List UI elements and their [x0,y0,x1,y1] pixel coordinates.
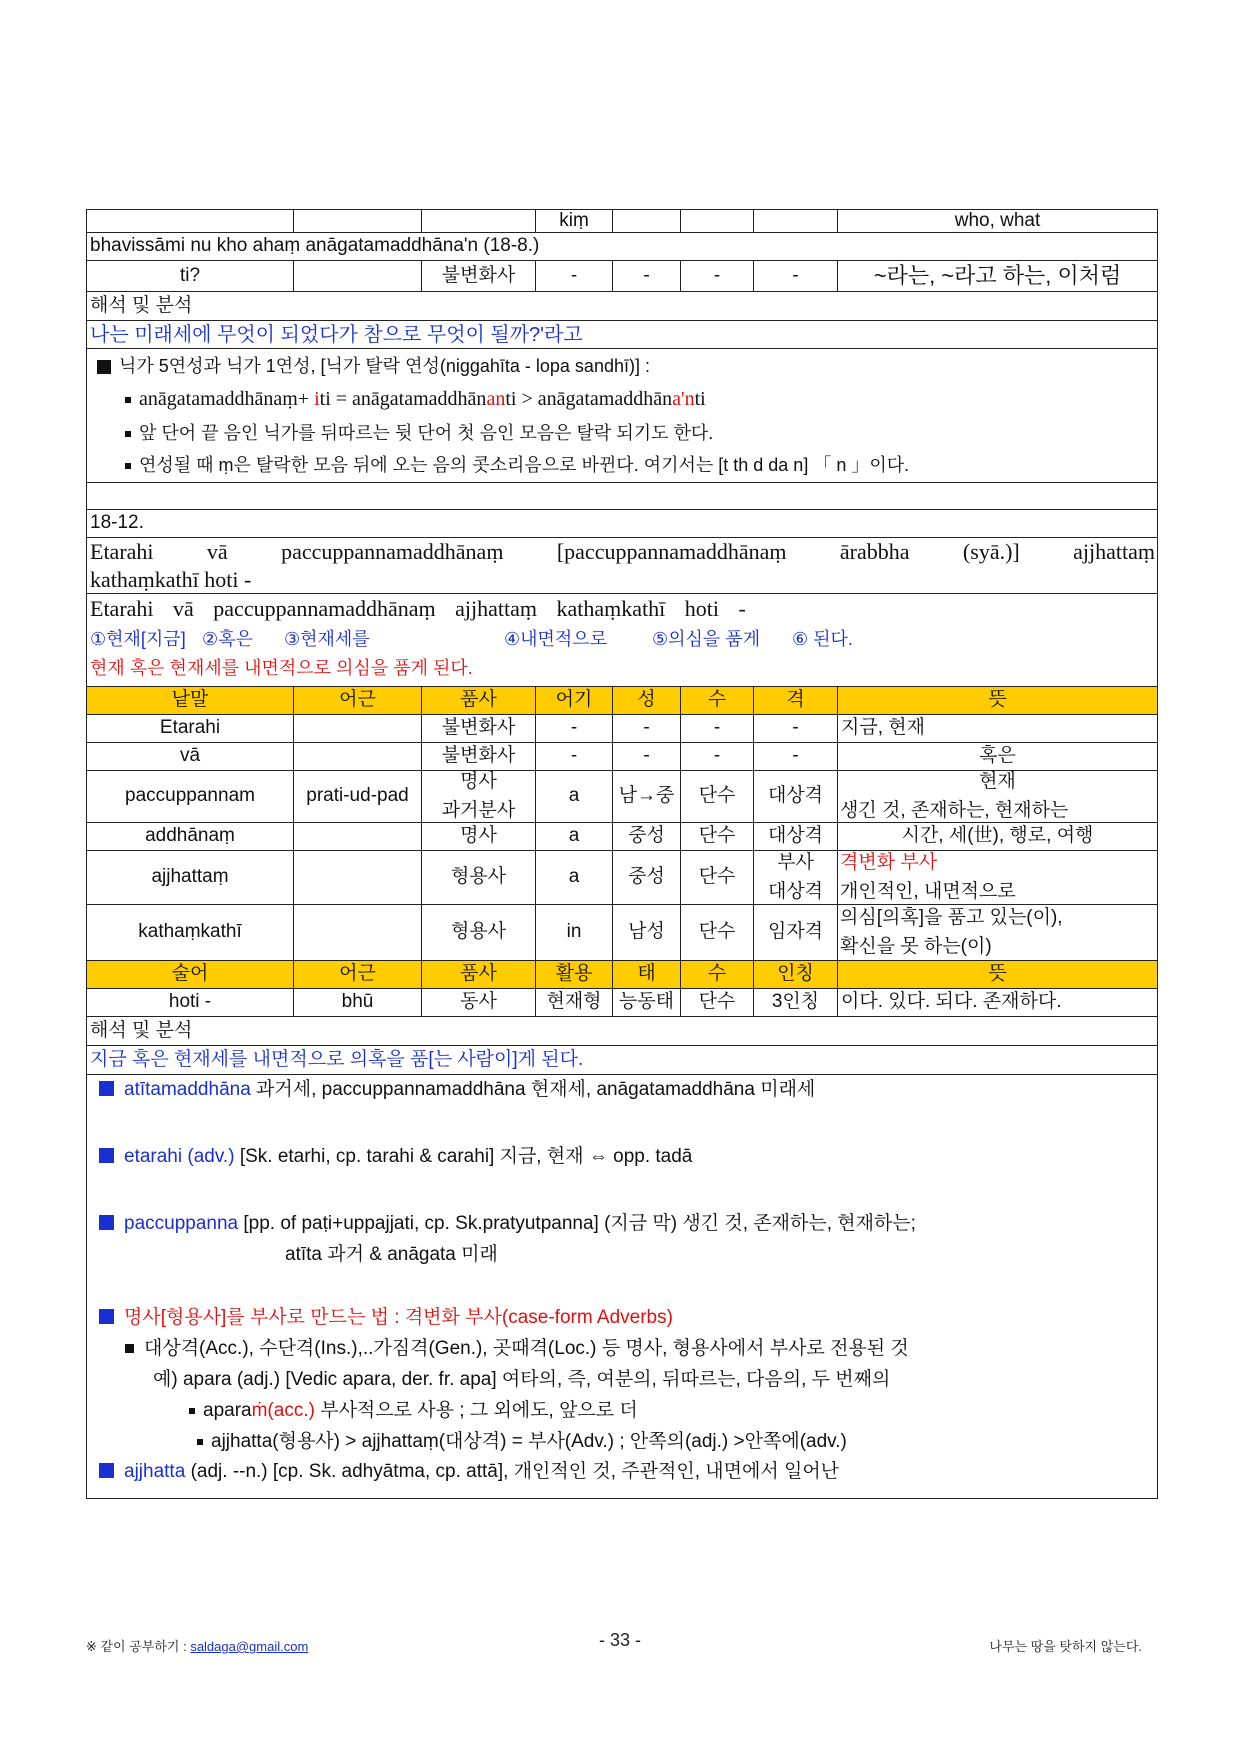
verb-table-header: 술어 어근 품사 활용 태 수 인칭 뜻 [86,961,1158,989]
email-link[interactable]: saldaga@gmail.com [190,1639,309,1654]
table-row [86,1075,1158,1499]
table-row: vā 불변화사 - - - - 혹은 [86,743,1158,771]
table-row: paccuppannam prati-ud-pad 명사 과거분사 a 남→중 단수 대상격 현재 생긴 것, 존재하는, 현재하는 [86,771,1158,823]
bullet-icon [125,397,131,403]
table-row [86,1046,1158,1075]
table-row: Etarahi 불변화사 - - - - 지금, 현재 [86,715,1158,743]
table-row [86,233,1158,261]
table-row [86,209,1158,233]
table-row: ti? 불변화사 - - - - ~라는, ~라고 하는, 이처럼 [86,261,1158,292]
table-row [86,538,1158,594]
square-bullet-icon [99,1463,114,1478]
square-bullet-icon [99,1215,114,1230]
table-row [86,594,1158,687]
section-label: 해석 및 분석 [90,1019,193,1041]
section-label: 해석 및 분석 [90,294,193,316]
table-row: hoti - bhū 동사 현재형 능동태 단수 3인칭 이다. 있다. 되다. 존재하다. [86,989,1158,1017]
square-bullet-icon [99,1309,114,1324]
table-row [86,349,1158,483]
footer-contact: ※ 같이 공부하기 : saldaga@gmail.com [86,1639,309,1654]
meaning-cell: who, what [954,209,1041,231]
table-row [86,321,1158,349]
table-row [86,292,1158,321]
square-bullet-icon [99,1148,114,1163]
translation: 지금 혹은 현재세를 내면적으로 의혹을 품[는 사람이]게 된다. [90,1048,584,1070]
bullet-icon [197,1439,203,1445]
study-table [86,209,1158,1499]
bullet-icon [125,463,131,469]
verse-gloss: Etarahi vā paccuppannamaddhānaṃ ajjhattaṃ kathaṃkathī hoti - ①현재[지금] ②혹은 ③현재세를 ④내면적으로 ⑤의심을 품게 ⑥ 된다. 현재 혹은 현재세를 내면적으로 의심을 품게 된다. [87,594,1157,686]
bullet-icon [125,431,131,437]
translation: 나는 미래세에 무엇이 되었다가 참으로 무엇이 될까?'라고 [90,323,583,346]
square-bullet-icon [99,1081,114,1096]
vocab-notes: atītamaddhāna 과거세, paccuppannamaddhāna 현재세, anāgatamaddhāna 미래세 etarahi (adv.) [Sk. etarhi, cp. tarahi & carahi] 지금, 현재 ⇔ opp. tadā paccuppanna [pp. of paṭi+uppajjati, cp. Sk.pratyutpanna] (지금 막) 생긴 것, 존재하는, 현재하는; atīta 과거 & anāgata 미래 명사[형용사]를 부사로 만드는 법 : 격변화 부사(case-form Adverbs) 대상격(Acc.), 수단격(Ins.),..가짐격(Gen.), 곳때격(Loc.) 등 명사, 형용사에서 부사로 전용된 것 예) apara (adj.) [Vedic apara, der. fr. apa] 여타의, 즉, 여분의, 뒤따르는, 다음의, 두 번째의 aparaṁ(acc.) 부사적으로 사용 ; 그 외에도, 앞으로 더 ajjhatta(형용사) > ajjhattaṃ(대상격) = 부사(Adv.) ; 안쪽의(adj.) >안쪽에(adv.) ajjhatta (adj. --n.) [cp. Sk. adhyātma, cp. attā], 개인적인 것, 주관적인, 내면에서 일어난 [87,1075,1157,1498]
pali-sentence: bhavissāmi nu kho ahaṃ anāgatamaddhāna'n (18-8.) [90,235,540,257]
footer-motto: 나무는 땅을 탓하지 않는다. [989,1639,1142,1654]
pali-verse: Etarahi vā paccuppannamaddhānaṃ [paccuppannamaddhānaṃ ārabbha (syā.)] ajjhattaṃ kathaṃkathī hoti - [90,538,1155,592]
table-row [86,510,1158,538]
page-number: - 33 - [598,1630,641,1650]
bullet-icon [189,1408,195,1414]
word-table-header: 낱말 어근 품사 어기 성 수 격 뜻 [86,687,1158,715]
table-row: kathaṃkathī 형용사 in 남성 단수 임자격 의심[의혹]을 품고 있는(이), 확신을 못 하는(이) [86,905,1158,961]
table-row [86,483,1158,510]
table-row: ajjhattaṃ 형용사 a 중성 단수 부사 대상격 격변화 부사 개인적인, 내면적으로 [86,851,1158,905]
gloss-line: ①현재[지금] ②혹은 ③현재세를 ④내면적으로 ⑤의심을 품게 ⑥ 된다. [90,629,853,649]
bullet-icon [125,1344,134,1353]
sandhi-notes: 닉가 5연성과 닉가 1연성, [닉가 탈락 연성(niggahīta - lopa sandhī)] : anāgatamaddhānaṃ+ iti = anāgatamaddhānanti > anāgatamaddhāna'nti 앞 단어 끝 음인 닉가를 뒤따르는 뒷 단어 첫 음인 모음은 탈락 되기도 한다. 연성될 때 ṃ은 탈락한 모음 뒤에 오는 음의 콧소리음으로 바뀐다. 여기서는 [t th d da n] 「 n 」이다. [87,349,1157,482]
table-row: addhānaṃ 명사 a 중성 단수 대상격 시간, 세(世), 행로, 여행 [86,823,1158,851]
sandhi-example: anāgatamaddhānaṃ+ iti = anāgatamaddhānanti > anāgatamaddhāna'nti [89,381,706,417]
word-kim: kiṃ [536,210,613,232]
table-row [86,1017,1158,1046]
square-bullet-icon [97,360,111,374]
verse-number: 18-12. [90,512,144,534]
